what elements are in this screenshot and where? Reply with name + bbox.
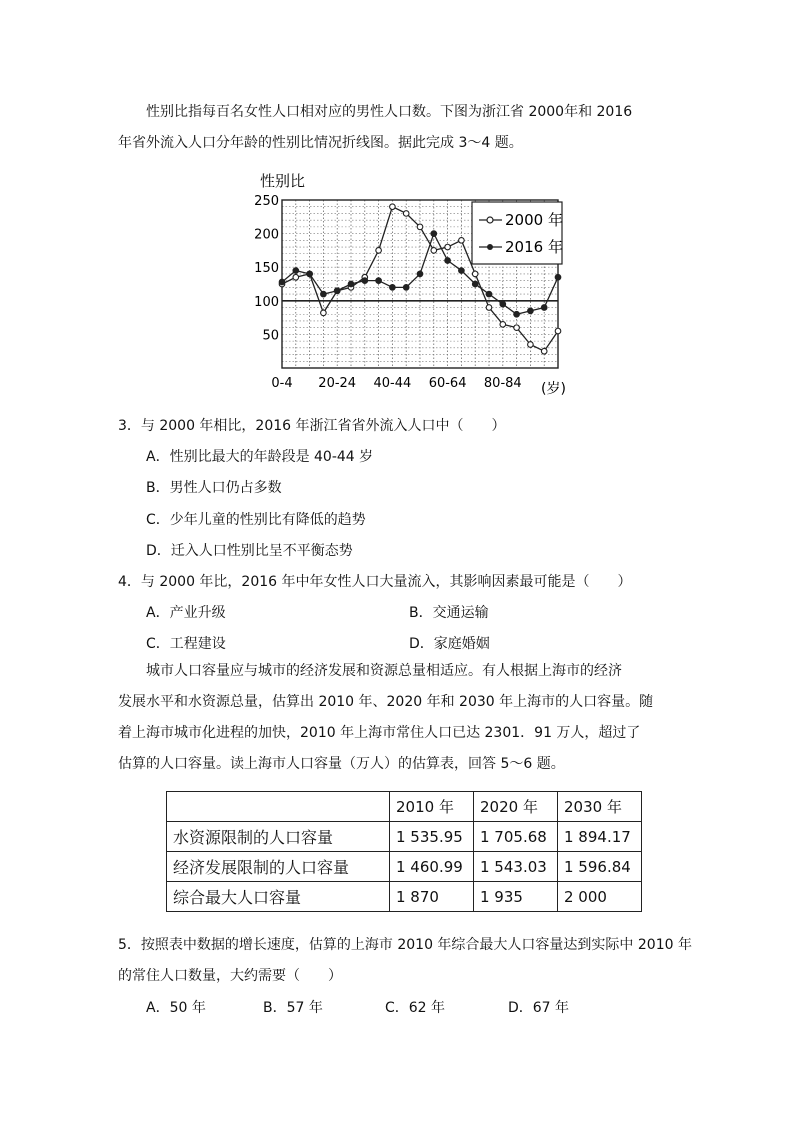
chart-y-ticks: [254, 194, 279, 343]
data-point-2016: [486, 291, 492, 297]
population-capacity-table: [166, 791, 642, 912]
legend-marker-2000: [487, 217, 493, 223]
intro-line-1: 性别比指每百名女性人口相对应的男性人口数。下图为浙江省 2000年和 2016: [146, 104, 633, 120]
q5-option-c: C．62 年: [385, 1000, 446, 1016]
x-tick-label: 40-44: [373, 376, 412, 391]
data-point-2016: [279, 279, 285, 285]
x-tick-label: 80-84: [483, 376, 522, 391]
data-point-2016: [541, 305, 547, 311]
x-tick-label: 0-4: [271, 376, 293, 391]
table-cell: 1 935: [474, 882, 558, 912]
table-cell: 水资源限制的人口容量: [167, 822, 390, 852]
data-point-2000: [390, 204, 396, 210]
data-point-2016: [472, 281, 478, 287]
table-cell: 1 894.17: [558, 822, 642, 852]
q3-stem: 3．与 2000 年相比，2016 年浙江省省外流入人口中（ ）: [118, 418, 506, 434]
table-row: [167, 852, 642, 882]
intro-line-2: 年省外流入人口分年龄的性别比情况折线图。据此完成 3～4 题。: [118, 135, 523, 151]
data-point-2016: [376, 278, 382, 284]
chart-x-unit-label: (岁): [541, 381, 566, 397]
table-row: [167, 822, 642, 852]
table-header-row: [167, 792, 642, 822]
q5-stem-line-2: 的常住人口数量，大约需要（ ）: [118, 968, 342, 984]
passage-line-4: 估算的人口容量。读上海市人口容量（万人）的估算表，回答 5～6 题。: [118, 756, 565, 772]
data-point-2000: [445, 244, 451, 250]
data-point-2016: [417, 271, 423, 277]
data-point-2000: [528, 342, 534, 348]
legend-label-2000: 2000 年: [505, 211, 563, 229]
y-tick-label: 100: [254, 294, 279, 310]
legend-label-2016: 2016 年: [505, 238, 563, 256]
sex-ratio-line-chart: [254, 168, 568, 400]
passage-line-1: 城市人口容量应与城市的经济发展和资源总量相适应。有人根据上海市的经济: [146, 663, 622, 679]
table-cell: 1 596.84: [558, 852, 642, 882]
passage-line-2: 发展水平和水资源总量，估算出 2010 年、2020 年和 2030 年上海市的人口容量。随: [118, 694, 654, 710]
q4-option-c: C．工程建设: [146, 636, 226, 652]
q4-stem: 4．与 2000 年比，2016 年中年女性人口大量流入，其影响因素最可能是（ ）: [118, 574, 632, 590]
q3-option-b: B．男性人口仍占多数: [146, 480, 282, 496]
table-cell: 1 705.68: [474, 822, 558, 852]
intro-paragraph: [118, 97, 678, 159]
data-point-2000: [431, 248, 437, 254]
data-point-2016: [334, 288, 340, 294]
q5-option-a: A．50 年: [146, 1000, 206, 1016]
chart-legend: [472, 202, 563, 264]
data-point-2000: [514, 325, 520, 331]
y-tick-label: 250: [254, 194, 279, 209]
data-point-2000: [417, 224, 423, 230]
data-point-2016: [514, 311, 520, 317]
data-point-2000: [376, 248, 382, 254]
data-point-2016: [555, 274, 561, 280]
q3-option-c: C．少年儿童的性别比有降低的趋势: [146, 512, 366, 528]
legend-marker-2016: [487, 244, 493, 250]
table-cell: 2 000: [558, 882, 642, 912]
data-point-2000: [459, 238, 465, 244]
table-cell: 1 870: [390, 882, 474, 912]
data-point-2000: [293, 274, 299, 280]
data-point-2016: [459, 268, 465, 274]
data-point-2016: [431, 231, 437, 237]
table-header-cell: 2020 年: [474, 792, 558, 822]
data-point-2000: [555, 328, 561, 334]
table-header-cell: 2010 年: [390, 792, 474, 822]
chart-y-label: 性别比: [260, 172, 306, 190]
q5-option-d: D．67 年: [508, 1000, 570, 1016]
table-cell: 1 535.95: [390, 822, 474, 852]
data-point-2016: [445, 258, 451, 264]
data-point-2016: [403, 285, 409, 291]
x-tick-label: 20-24: [318, 376, 357, 391]
chart-x-ticks: [271, 376, 521, 391]
data-point-2016: [321, 291, 327, 297]
y-tick-label: 150: [254, 261, 279, 277]
data-point-2000: [472, 271, 478, 277]
q3-option-d: D．迁入人口性别比呈不平衡态势: [146, 543, 353, 559]
table-header-cell: 2030 年: [558, 792, 642, 822]
data-point-2000: [486, 305, 492, 311]
data-point-2000: [321, 310, 327, 316]
table-cell: 经济发展限制的人口容量: [167, 852, 390, 882]
q4-option-b: B．交通运输: [409, 605, 489, 621]
data-point-2016: [348, 281, 354, 287]
q4-option-a: A．产业升级: [146, 605, 226, 621]
data-point-2016: [528, 308, 534, 314]
table-cell: 综合最大人口容量: [167, 882, 390, 912]
table-cell: 1 460.99: [390, 852, 474, 882]
q5-option-b: B．57 年: [263, 1000, 323, 1016]
passage-paragraph: [118, 656, 678, 780]
q5-stem-line-1: 5．按照表中数据的增长速度，估算的上海市 2010 年综合最大人口容量达到实际中 2010 年: [118, 937, 692, 953]
data-point-2016: [307, 271, 313, 277]
data-point-2016: [293, 268, 299, 274]
data-point-2016: [500, 301, 506, 307]
data-point-2000: [500, 322, 506, 328]
data-point-2000: [541, 348, 547, 354]
y-tick-label: 50: [262, 328, 279, 344]
y-tick-label: 200: [254, 227, 279, 243]
passage-line-3: 着上海市城市化进程的加快，2010 年上海市常住人口已达 2301．91 万人，超过了: [118, 725, 641, 741]
table-cell: 1 543.03: [474, 852, 558, 882]
data-point-2016: [390, 285, 396, 291]
q3-option-a: A．性别比最大的年龄段是 40-44 岁: [146, 449, 374, 465]
q4-option-d: D．家庭婚姻: [409, 636, 490, 652]
table-header-cell: [167, 792, 390, 822]
data-point-2016: [362, 278, 368, 284]
data-point-2000: [403, 211, 409, 217]
table-row: [167, 882, 642, 912]
x-tick-label: 60-64: [428, 376, 467, 391]
